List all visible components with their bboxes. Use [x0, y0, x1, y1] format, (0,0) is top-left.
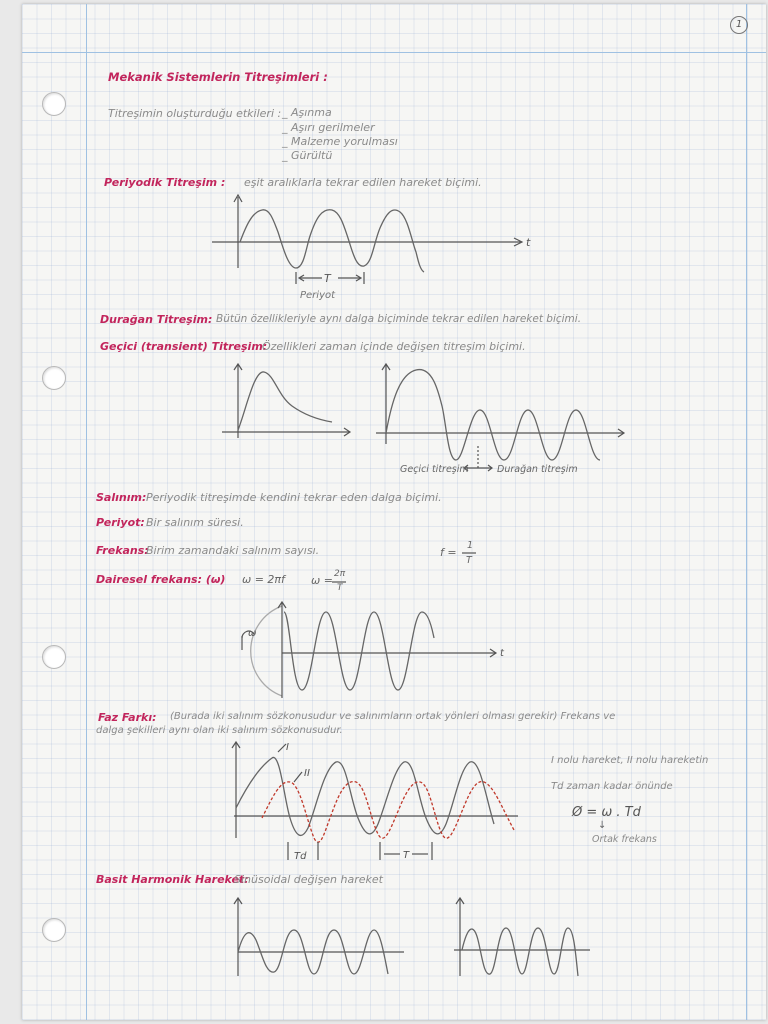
angular-formula-2-num: 2π: [334, 569, 346, 579]
wave-I: [236, 757, 494, 835]
steady-heading: Durağan Titreşim:: [100, 313, 213, 326]
label-I: I: [286, 742, 289, 753]
frequency-formula-lhs: f =: [440, 546, 457, 559]
frequency-formula-den: T: [466, 555, 472, 566]
angular-formula-1: ω = 2πf: [242, 573, 285, 586]
period-heading: Periyot:: [96, 516, 145, 529]
steady-definition: Bütün özellikleriyle aynı dalga biçiminde tekrar edilen hareket biçimi.: [216, 313, 582, 325]
periodic-heading: Periyodik Titreşim :: [104, 176, 226, 189]
transient-heading: Geçici (transient) Titreşim:: [100, 340, 268, 353]
angular-formula-2-den: T: [337, 583, 343, 593]
periodic-definition: eşit aralıklarla tekrar edilen hareket biçimi.: [244, 176, 482, 189]
angular-frequency-graph: [228, 598, 528, 708]
periodic-wave: [240, 210, 424, 272]
T-label: T: [403, 850, 410, 861]
left-margin-line: [86, 4, 87, 1020]
label-II: II: [304, 768, 310, 779]
omega-label: ω: [248, 628, 257, 639]
harmonic-wave-2: [462, 928, 578, 976]
sine-wave: [284, 612, 434, 690]
phase-formula: Ø = ω . Td: [572, 805, 641, 820]
oscillation-definition: Periyodik titreşimde kendini tekrar eden dalga biçimi.: [146, 491, 442, 504]
phase-graph: [228, 738, 528, 868]
phase-note-line-2: Td zaman kadar önünde: [551, 781, 673, 792]
angular-frequency-heading: Dairesel frekans: (ω): [96, 573, 226, 586]
effect-item: _ Malzeme yorulması: [282, 135, 398, 148]
effect-item: _ Aşınma: [282, 106, 332, 119]
t-label: t: [526, 236, 531, 249]
harmonic-heading: Basit Harmonik Hareket:: [96, 873, 249, 886]
phase-text-line-2: dalga şekilleri aynı olan iki salınım sözkonusudur.: [96, 725, 343, 736]
rotation-circle: [251, 606, 282, 696]
top-margin-line: [22, 52, 766, 53]
angular-formula-2-lhs: ω =: [311, 574, 333, 587]
right-margin-line: [746, 4, 747, 1020]
frequency-formula-num: 1: [467, 540, 474, 551]
transient-to-steady-wave: [386, 370, 600, 460]
frequency-definition: Birim zamandaki salınım sayısı.: [146, 544, 320, 557]
T-label: T: [324, 272, 331, 285]
t-label: t: [500, 648, 504, 659]
harmonic-graph-2: [450, 894, 600, 986]
harmonic-definition: Sinüsoidal değişen hareket: [234, 873, 383, 886]
transient-right-label: Durağan titreşim: [497, 464, 578, 475]
transient-pulse: [238, 372, 332, 430]
periodic-graph: [210, 192, 540, 302]
binder-hole-3: [42, 645, 66, 669]
transient-left-label: Geçici titreşim: [400, 464, 469, 475]
phase-formula-arrow: ↓: [598, 820, 607, 831]
period-label: Periyot: [300, 290, 336, 301]
phase-heading: Faz Farkı:: [98, 711, 157, 724]
page-number: 1: [730, 16, 748, 34]
phase-note-line-1: I nolu hareket, II nolu hareketin: [551, 755, 709, 766]
effect-item: _ Aşırı gerilmeler: [282, 121, 375, 134]
oscillation-heading: Salınım:: [96, 491, 147, 504]
period-definition: Bir salınım süresi.: [146, 516, 244, 529]
binder-hole-2: [42, 366, 66, 390]
effect-item: _ Gürültü: [282, 149, 333, 162]
td-label: Td: [294, 851, 307, 862]
transient-definition: Özellikleri zaman içinde değişen titreşim biçimi.: [262, 340, 526, 353]
phase-text-line-1: (Burada iki salınım sözkonusudur ve salınımların ortak yönleri olması gerekir) Frekans ve: [170, 711, 616, 722]
binder-hole-1: [42, 92, 66, 116]
frequency-heading: Frekans:: [96, 544, 149, 557]
phase-formula-note: Ortak frekans: [592, 834, 657, 845]
wave-II: [262, 782, 514, 843]
page-title: Mekanik Sistemlerin Titreşimleri :: [108, 70, 328, 84]
harmonic-graph-1: [228, 894, 418, 986]
binder-hole-4: [42, 918, 66, 942]
effects-label: Titreşimin oluşturduğu etkileri :: [108, 107, 282, 120]
